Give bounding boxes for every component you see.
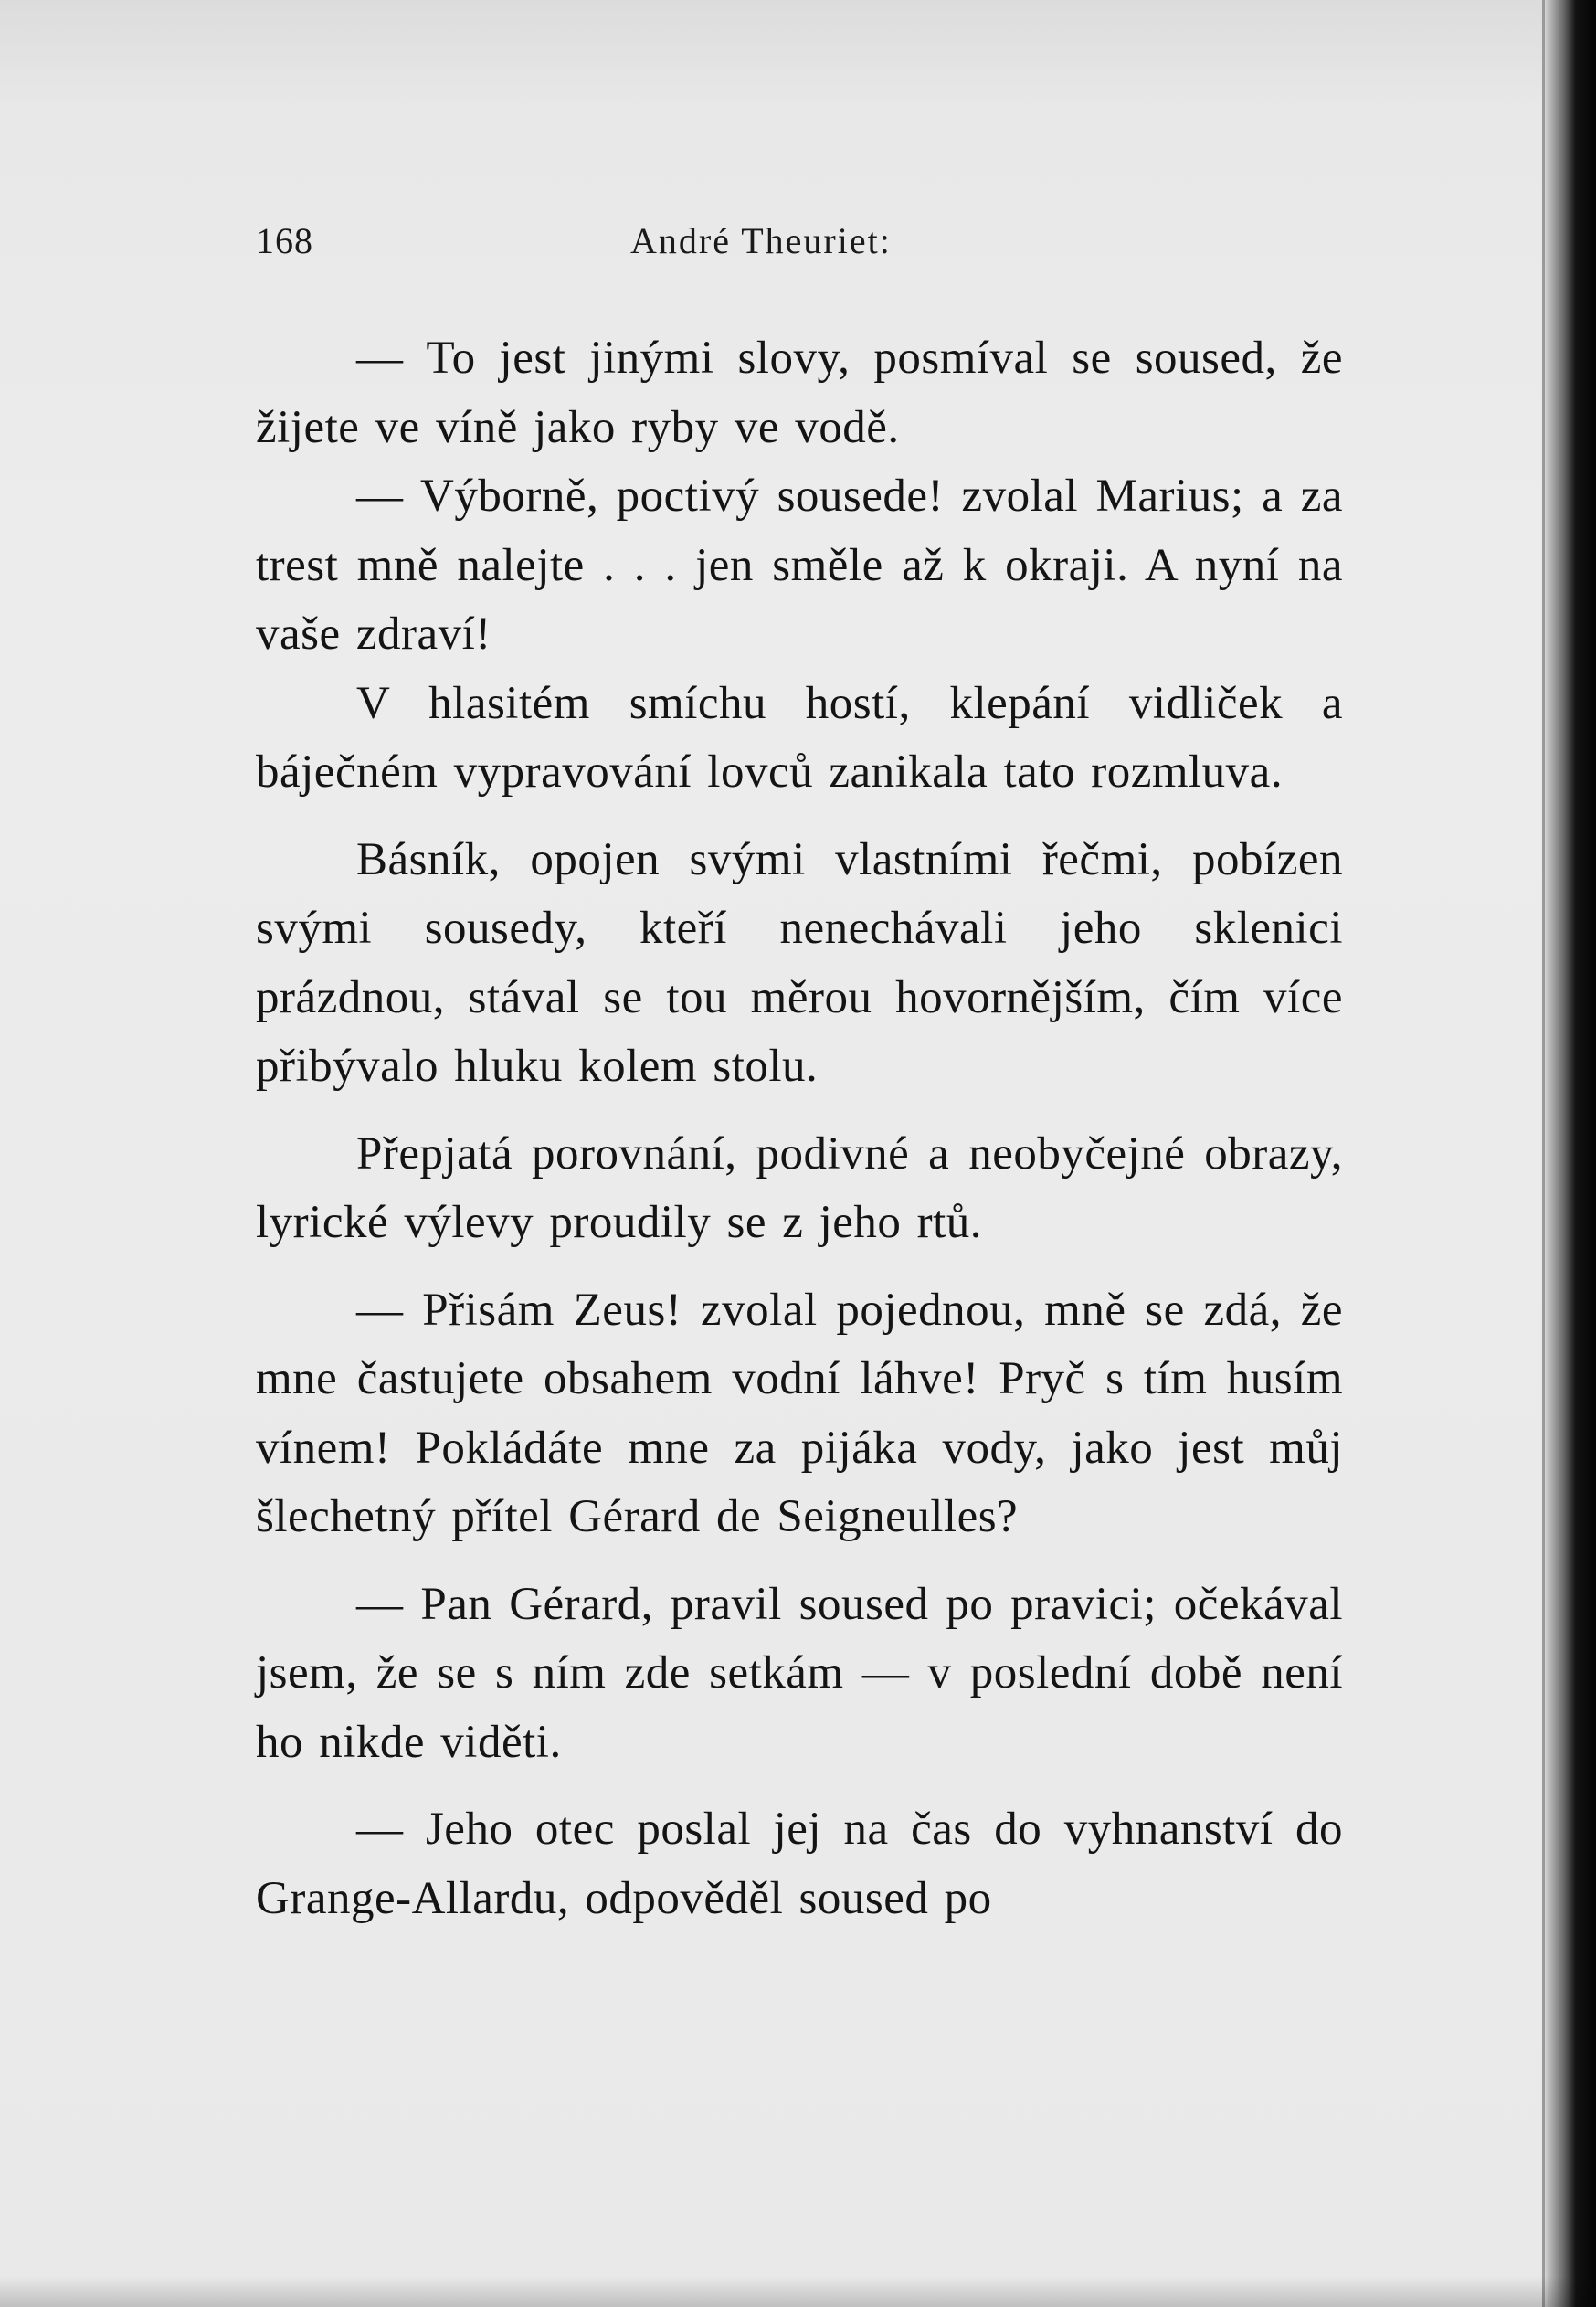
paragraph: — Jeho otec poslal jej na čas do vyhnanství do Grange-Allardu, odpověděl soused po [256, 1804, 1343, 1924]
paragraph: — Výborně, poctivý sousede! zvolal Marius; a za trest mně nalejte . . . jen směle až k okraji. A nyní na vaše zdraví! [256, 471, 1343, 660]
paragraph: V hlasitém smíchu hostí, klepání vidliček a báječném vypravování lovců zanikala tato rozmluva. [256, 677, 1343, 798]
paragraph: Přepjatá porovnání, podivné a neobyčejné obrazy, lyrické výlevy proudily se z jeho rtů. [256, 1127, 1343, 1248]
paragraph: Básník, opojen svými vlastními řečmi, pobízen svými sousedy, kteří nenechávali jeho sklenici prázdnou, stával se tou měrou hovornějším, čím více přibývalo hluku kolem stolu. [256, 833, 1343, 1092]
page-number: 168 [256, 220, 313, 261]
page-edge-shadow [1545, 0, 1596, 2307]
paragraph: — Přisám Zeus! zvolal pojednou, mně se zdá, že mne častujete obsahem vodní láhve! Pryč s tím husím vínem! Pokládáte mne za pijáka vody, jako jest můj šlechetný přítel Gérard de Seigneulles? [256, 1284, 1343, 1542]
paragraph: — Pan Gérard, pravil soused po pravici; očekával jsem, že se s ním zde setkám — v poslední době není ho nikde viděti. [256, 1578, 1343, 1768]
running-title: André Theuriet: [630, 220, 892, 261]
running-head [256, 219, 1343, 274]
bottom-shadow [0, 2276, 1596, 2307]
paragraph: — To jest jinými slovy, posmíval se soused, že žijete ve víně jako ryby ve vodě. [256, 333, 1343, 453]
body-text [256, 324, 1343, 1933]
